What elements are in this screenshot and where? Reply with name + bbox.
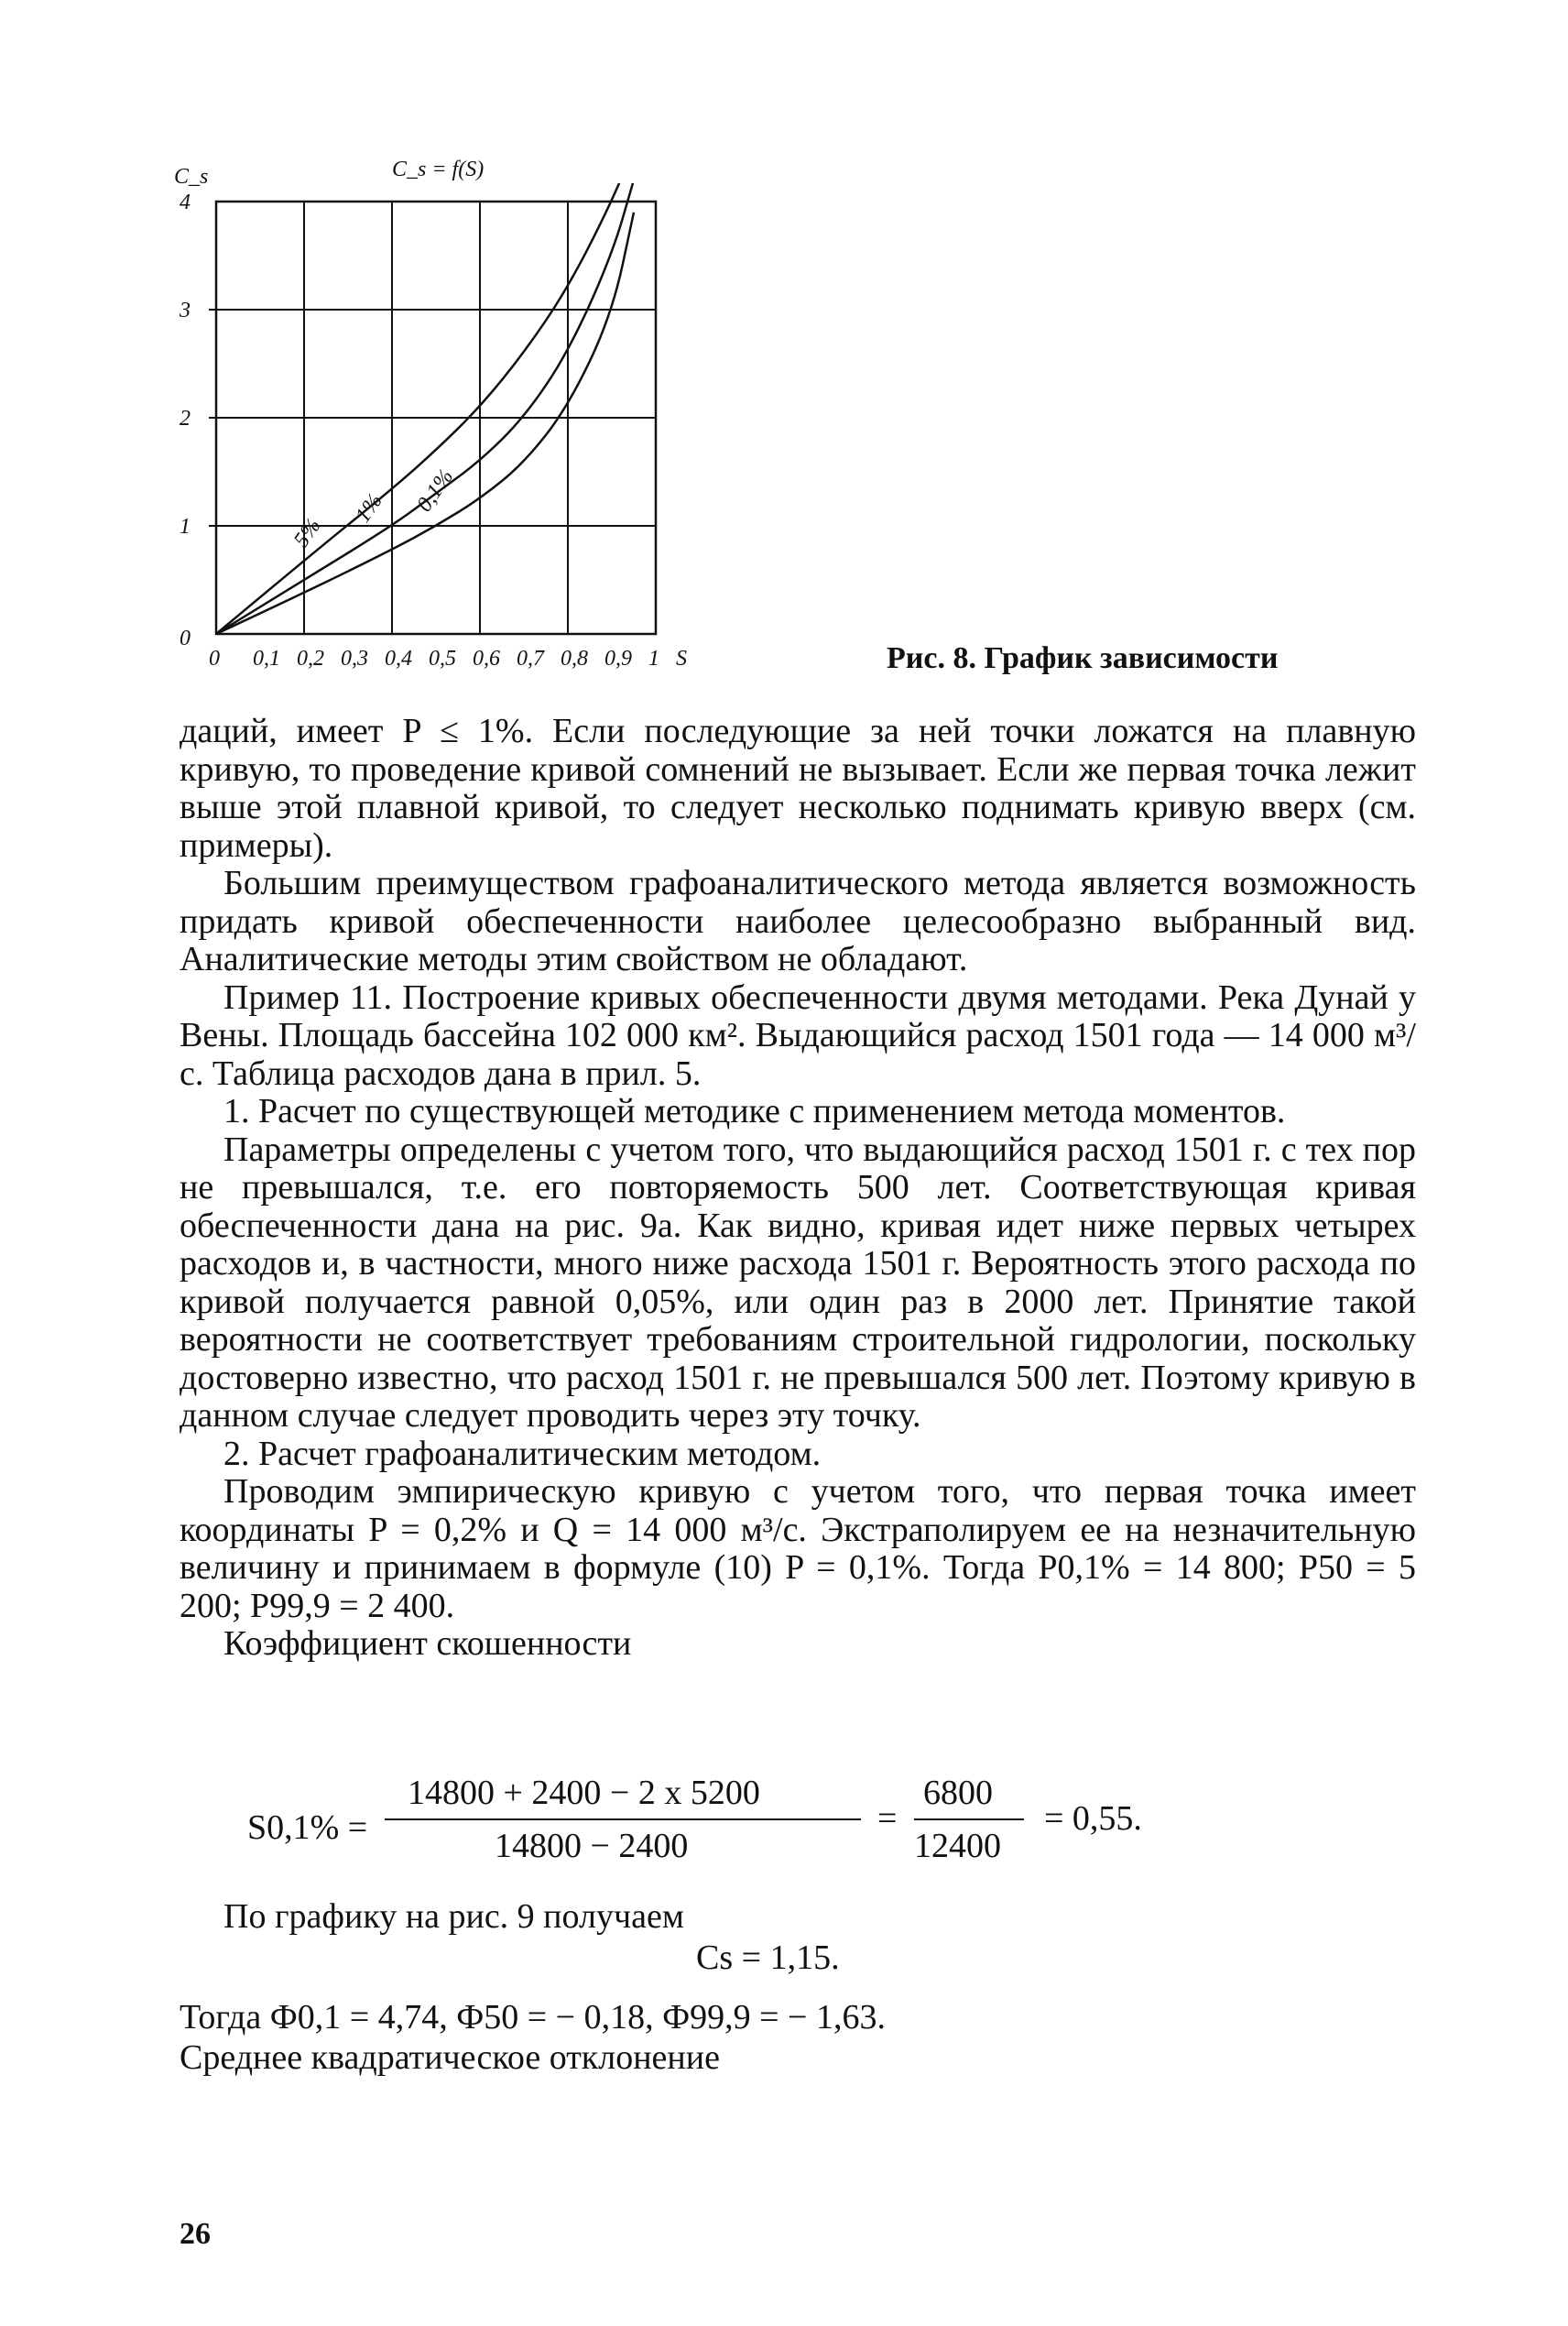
after-formula-text	[180, 1898, 1416, 1937]
paragraph: 1. Расчет по существующей методике с применением метода моментов.	[223, 1092, 1286, 1130]
curve-label: 5%	[289, 514, 326, 552]
formula-denominator-2: 12400	[914, 1827, 1001, 1865]
fraction-bar-1	[385, 1818, 861, 1820]
x-tick-label: 0,1	[253, 647, 280, 671]
page-number: 26	[180, 2217, 211, 2251]
paragraph: Коэффициент скошенности	[223, 1624, 632, 1663]
formula-lhs: S0,1% =	[247, 1808, 368, 1847]
chart-title: C_s = f(S)	[392, 158, 485, 181]
figure-8	[165, 147, 751, 696]
curve-5pct	[216, 147, 634, 634]
paragraph: По графику на рис. 9 получаем	[223, 1897, 684, 1936]
x-tick-label: 0,7	[517, 647, 544, 671]
curve-label: 0,1%	[412, 464, 459, 517]
formula-equals: =	[877, 1799, 898, 1838]
formula-denominator-1: 14800 − 2400	[495, 1827, 689, 1865]
formula-result: = 0,55.	[1044, 1799, 1142, 1838]
text-line: Тогда Ф0,1 = 4,74, Ф50 = − 0,18, Ф99,9 = − 1,63.	[180, 1998, 886, 2037]
paragraph: Проводим эмпирическую кривую с учетом того, что первая точка имеет координаты P = 0,2% и Q = 14 000 м³/с. Экстраполируем ее на незначительную величину и принимаем в формуле (10) P = 0,1%. Тогда P0,1% = 14 800; P50 = 5 200; P99,9 = 2 400.	[180, 1472, 1416, 1625]
paragraph: Пример 11. Построение кривых обеспеченности двумя методами. Река Дунай у Вены. Площадь бассейна 102 000 км². Выдающийся расход 1501 года — 14 000 м³/с. Таблица расходов дана в прил. 5.	[180, 977, 1416, 1093]
x-tick-label: 0,9	[604, 647, 632, 671]
figure-caption: Рис. 8. График зависимости	[887, 641, 1279, 675]
x-tick-label: 0,6	[473, 647, 500, 671]
y-tick-label: 1	[180, 515, 191, 539]
text-line: Среднее квадратическое отклонение	[180, 2038, 720, 2077]
y-tick-label: 4	[180, 191, 191, 214]
tail-text	[180, 1997, 1416, 2078]
chart-cs-of-s	[165, 147, 751, 696]
fraction-bar-2	[914, 1818, 1024, 1820]
x-tick-label: 0,8	[561, 647, 588, 671]
paragraph: Большим преимуществом графоаналитического метода является возможность придать кривой обеспеченности наиболее целесообразно выбранный вид. Аналитические методы этим свойством не обладают.	[180, 864, 1416, 978]
x-tick-label: 0	[209, 647, 220, 671]
x-tick-label: 1	[648, 647, 659, 671]
cs-result: Cs = 1,15.	[696, 1938, 840, 1977]
x-tick-label: 0,2	[297, 647, 324, 671]
paragraph: Параметры определены с учетом того, что выдающийся расход 1501 г. с тех пор не превышался, т.е. его повторяемость 500 лет. Соответствующая кривая обеспеченности дана на рис. 9а. Как видно, кривая идет ниже первых четырех расходов и, в частности, много ниже расхода 1501 г. Вероятность этого расхода по кривой получается равной 0,05%, или один раз в 2000 лет. Принятие такой вероятности не соответствует требованиям строительной гидрологии, поскольку достоверно известно, что расход 1501 г. не превышался 500 лет. Поэтому кривую в данном случае следует проводить через эту точку.	[180, 1130, 1416, 1435]
formula-numerator-1: 14800 + 2400 − 2 x 5200	[408, 1774, 760, 1812]
x-tick-label: 0,3	[341, 647, 368, 671]
x-tick-label: 0,5	[429, 647, 456, 671]
y-axis-label: C_s	[174, 165, 209, 189]
skewness-formula	[247, 1773, 1218, 1873]
paragraph: даций, имеет P ≤ 1%. Если последующие за ней точки ложатся на плавную кривую, то проведение кривой сомнений не вызывает. Если же первая точка лежит выше этой плавной кривой, то следует несколько поднимать кривую вверх (см. примеры).	[180, 712, 1416, 865]
x-axis-label: S	[676, 647, 687, 671]
main-text	[180, 713, 1416, 1664]
x-tick-label: 0,4	[385, 647, 412, 671]
y-tick-label: 0	[180, 627, 191, 650]
curve-0-1pct	[216, 213, 634, 634]
paragraph: 2. Расчет графоаналитическим методом.	[223, 1434, 822, 1473]
y-tick-label: 3	[180, 299, 191, 322]
formula-numerator-2: 6800	[923, 1774, 993, 1812]
curve-1pct	[216, 180, 634, 634]
y-tick-label: 2	[180, 407, 191, 431]
curve-label: 1%	[351, 489, 387, 528]
